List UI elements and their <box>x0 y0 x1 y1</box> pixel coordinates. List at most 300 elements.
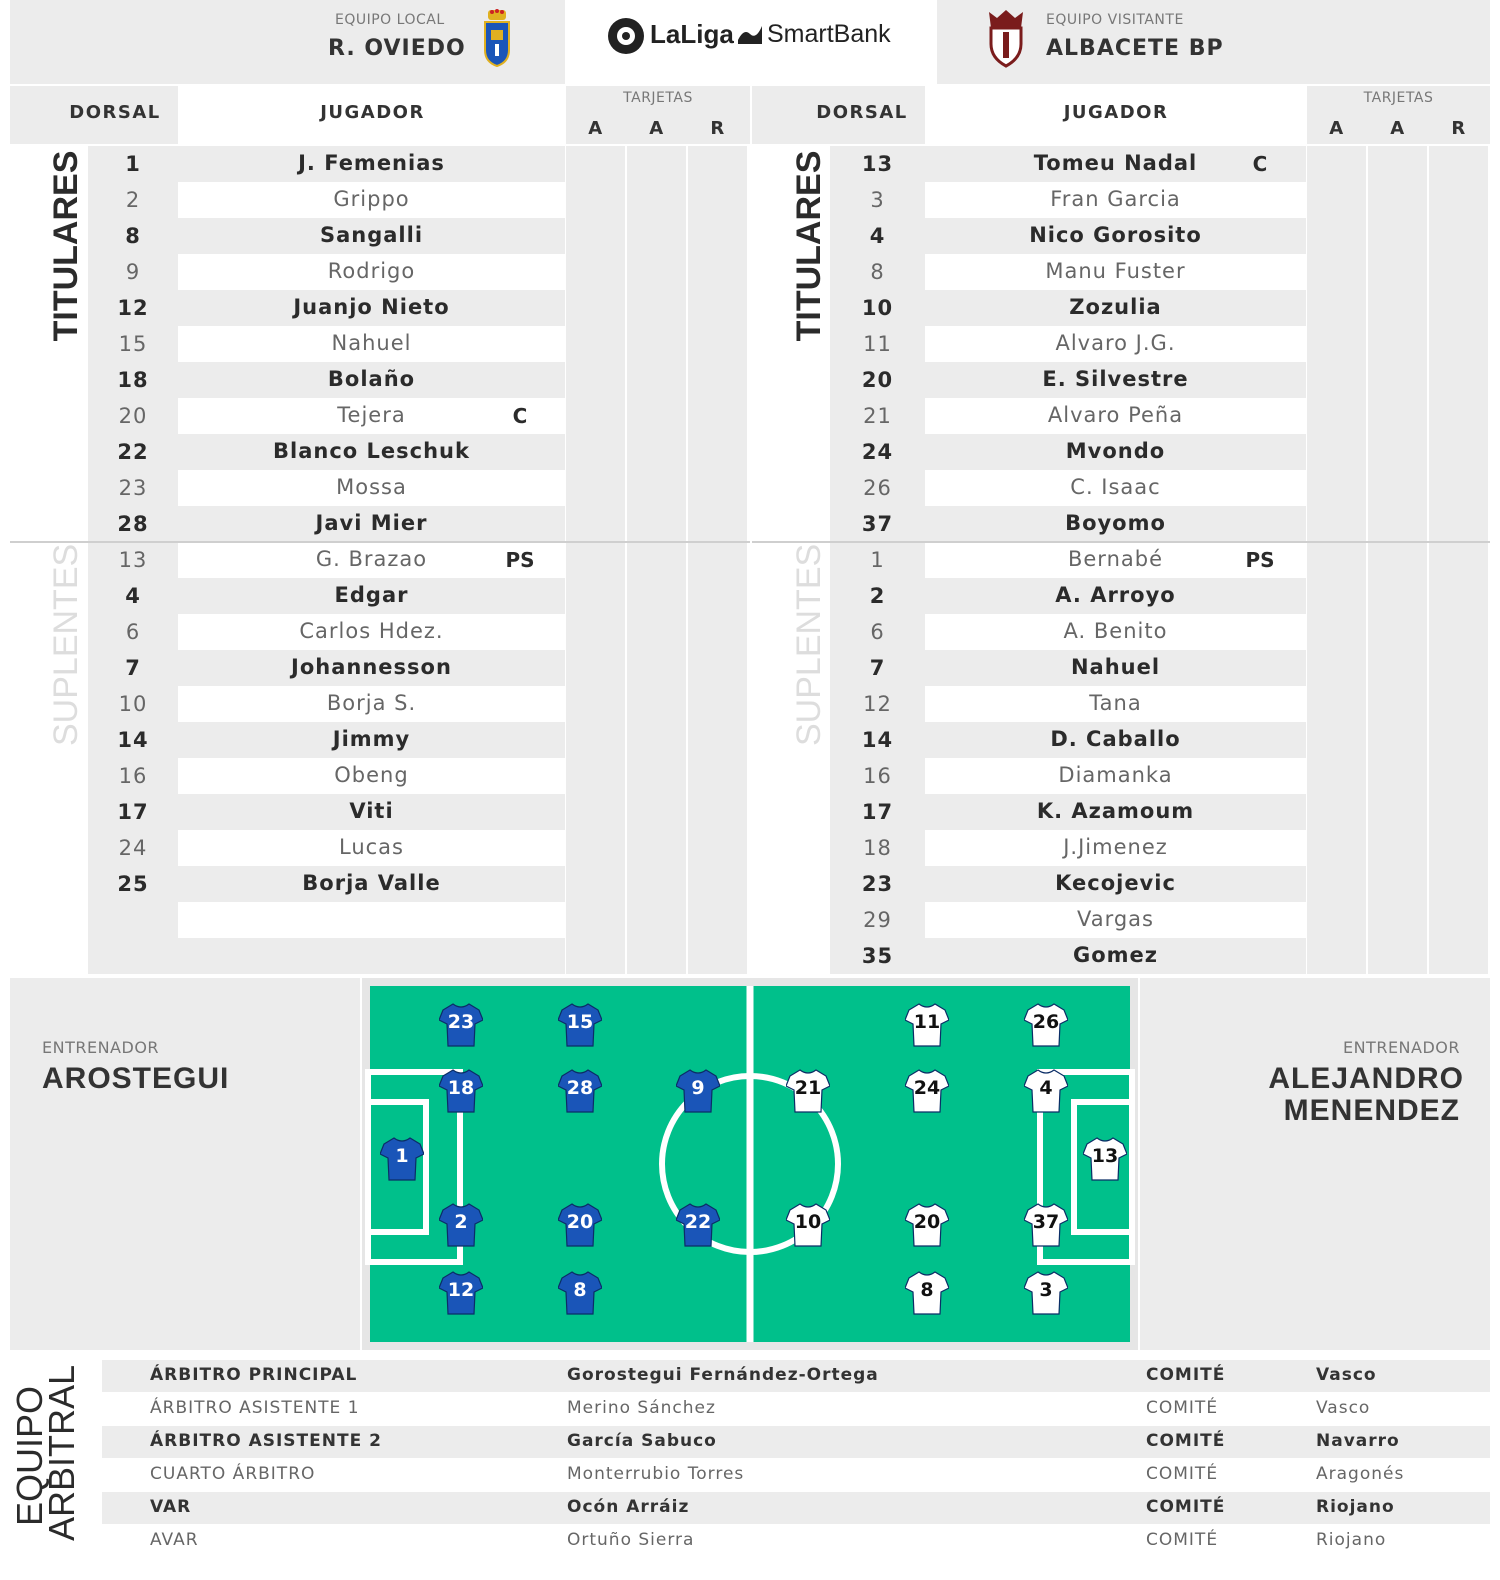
card-cell <box>1307 326 1366 362</box>
sponsor-name: SmartBank <box>767 20 891 48</box>
card-cell <box>1307 290 1366 326</box>
referee-committee-label: COMITÉ <box>1146 1431 1226 1451</box>
player-name: Gomez <box>1072 943 1158 967</box>
player-name: D. Caballo <box>1050 727 1181 751</box>
referee-committee-label: COMITÉ <box>1146 1398 1219 1418</box>
player-number: 7 <box>869 656 886 680</box>
home-coach-name: AROSTEGUI <box>42 1062 230 1095</box>
player-number: 35 <box>861 944 894 968</box>
player-name: Sangalli <box>319 223 424 247</box>
player-name: C. Isaac <box>1070 475 1161 499</box>
player-number: 25 <box>117 872 149 896</box>
player-name: Lucas <box>339 835 404 859</box>
card-cell <box>566 902 625 938</box>
jersey-number: 22 <box>684 1211 712 1233</box>
jersey-number: 3 <box>1039 1279 1053 1301</box>
player-name: Juanjo Nieto <box>293 295 450 319</box>
jersey-icon <box>905 1202 949 1248</box>
card-cell <box>1429 398 1488 434</box>
referee-committee: Navarro <box>1316 1431 1400 1451</box>
player-number: 6 <box>125 620 141 644</box>
player-role-mark: C <box>512 404 528 428</box>
player-number: 10 <box>861 296 894 320</box>
card-cell <box>688 650 747 686</box>
referee-committee: Vasco <box>1316 1365 1377 1385</box>
card-cell <box>1307 866 1366 902</box>
player-number: 4 <box>125 584 141 608</box>
jersey-icon <box>380 1136 424 1182</box>
card-cell <box>566 290 625 326</box>
card-cell <box>566 722 625 758</box>
card-cell <box>688 398 747 434</box>
jersey-icon <box>905 1270 949 1316</box>
card-cell <box>1429 326 1488 362</box>
card-cell <box>566 434 625 470</box>
card-cell <box>1429 470 1488 506</box>
player-number: 10 <box>118 692 148 716</box>
card-cell <box>566 254 625 290</box>
card-cell <box>627 866 686 902</box>
card-cell <box>688 794 747 830</box>
card-cell <box>1307 938 1366 974</box>
card-cell <box>1368 758 1427 794</box>
card-cell <box>1307 758 1366 794</box>
referee-role: AVAR <box>150 1530 199 1550</box>
jersey-icon <box>1024 1002 1068 1048</box>
card-cell <box>1429 650 1488 686</box>
player-name: Blanco Leschuk <box>273 439 470 463</box>
player-number: 21 <box>863 404 892 428</box>
card-cell <box>566 578 625 614</box>
home-coach-label: ENTRENADOR <box>42 1038 160 1057</box>
player-name: Diamanka <box>1058 763 1173 787</box>
player-name: Tomeu Nadal <box>1033 151 1198 175</box>
jersey-icon <box>1024 1202 1068 1248</box>
player-number: 18 <box>863 836 892 860</box>
card-cell <box>566 506 625 542</box>
card-cell <box>1368 362 1427 398</box>
jersey-icon <box>439 1068 483 1114</box>
card-cell <box>627 254 686 290</box>
jersey-icon <box>558 1002 602 1048</box>
card-cell <box>1368 902 1427 938</box>
player-number: 26 <box>863 476 892 500</box>
referee-committee-label: COMITÉ <box>1146 1365 1226 1385</box>
sponsor-logo-icon <box>736 20 764 48</box>
card-cell <box>688 722 747 758</box>
card-cell <box>566 794 625 830</box>
player-number: 11 <box>863 332 892 356</box>
card-cell <box>688 938 747 974</box>
card-cell <box>1307 578 1366 614</box>
away-coach-name-first: ALEJANDRO <box>1268 1062 1464 1095</box>
referee-role: ÁRBITRO ASISTENTE 1 <box>150 1398 360 1418</box>
card-cell <box>1307 686 1366 722</box>
card-cell <box>566 866 625 902</box>
jersey-number: 12 <box>447 1279 475 1301</box>
card-cell <box>566 470 625 506</box>
jersey-icon <box>439 1002 483 1048</box>
player-number: 29 <box>863 908 892 932</box>
player-name: Tana <box>1089 691 1142 715</box>
card-cell <box>1368 542 1427 578</box>
player-role-mark: C <box>1252 152 1268 176</box>
card-cell <box>1429 938 1488 974</box>
card-cell <box>1429 290 1488 326</box>
player-number: 2 <box>125 188 141 212</box>
away-coach-label: ENTRENADOR <box>1342 1038 1460 1057</box>
player-name: Nico Gorosito <box>1029 223 1202 247</box>
card-cell <box>688 182 747 218</box>
player-name: Tejera <box>337 403 406 427</box>
card-cell <box>688 506 747 542</box>
card-cell <box>1368 326 1427 362</box>
player-number: 24 <box>861 440 894 464</box>
card-cell <box>1307 794 1366 830</box>
jersey-number: 18 <box>447 1077 475 1099</box>
card-cell <box>627 578 686 614</box>
player-name: Vargas <box>1076 907 1154 931</box>
home-coach-panel <box>10 978 360 1350</box>
card-cell <box>1368 830 1427 866</box>
card-cell <box>688 146 747 182</box>
card-cell <box>627 290 686 326</box>
card-cell <box>1429 146 1488 182</box>
card-cell <box>1368 470 1427 506</box>
player-number: 9 <box>125 260 141 284</box>
jersey-number: 9 <box>691 1077 705 1099</box>
jersey-number: 8 <box>573 1279 587 1301</box>
card-cell <box>566 614 625 650</box>
away-card-r-header: R <box>1451 118 1467 139</box>
player-name: Johannesson <box>291 655 452 679</box>
jersey-number: 23 <box>447 1011 475 1033</box>
card-cell <box>1368 506 1427 542</box>
away-dorsal-header: DORSAL <box>816 102 908 123</box>
jersey-icon <box>905 1068 949 1114</box>
card-cell <box>566 326 625 362</box>
card-cell <box>627 506 686 542</box>
player-number: 8 <box>125 224 141 248</box>
referee-section-label-line2: ARBITRAL <box>41 1364 82 1541</box>
player-name: Mossa <box>336 475 407 499</box>
card-cell <box>1307 902 1366 938</box>
player-name: A. Benito <box>1063 619 1168 643</box>
card-cell <box>1307 506 1366 542</box>
jersey-number: 11 <box>913 1011 941 1033</box>
card-cell <box>1307 542 1366 578</box>
jersey-icon <box>439 1202 483 1248</box>
referee-committee-label: COMITÉ <box>1146 1530 1219 1550</box>
player-name: Boyomo <box>1065 511 1166 535</box>
card-cell <box>1429 722 1488 758</box>
player-name: Edgar <box>334 583 409 607</box>
card-cell <box>1429 542 1488 578</box>
card-cell <box>1307 398 1366 434</box>
player-name: Jimmy <box>332 727 411 751</box>
card-cell <box>627 182 686 218</box>
card-cell <box>627 686 686 722</box>
card-cell <box>688 830 747 866</box>
jersey-icon <box>676 1068 720 1114</box>
referee-name: Monterrubio Torres <box>567 1464 745 1484</box>
card-cell <box>1368 218 1427 254</box>
card-cell <box>1307 182 1366 218</box>
card-cell <box>627 434 686 470</box>
jersey-icon <box>905 1002 949 1048</box>
player-number: 24 <box>118 836 148 860</box>
card-cell <box>1368 398 1427 434</box>
player-name: Zozulia <box>1069 295 1162 319</box>
card-cell <box>1368 722 1427 758</box>
card-cell <box>1368 290 1427 326</box>
referee-committee: Riojano <box>1316 1497 1395 1517</box>
card-cell <box>1429 506 1488 542</box>
card-cell <box>566 218 625 254</box>
home-tarjetas-header: TARJETAS <box>623 90 693 106</box>
card-cell <box>627 218 686 254</box>
card-cell <box>688 758 747 794</box>
card-cell <box>627 722 686 758</box>
referee-row <box>102 1492 1490 1524</box>
card-cell <box>1429 794 1488 830</box>
player-number: 17 <box>117 800 149 824</box>
card-cell <box>1429 362 1488 398</box>
player-name: J. Femenias <box>298 151 445 175</box>
card-cell <box>627 362 686 398</box>
card-cell <box>627 470 686 506</box>
jersey-number: 37 <box>1032 1211 1060 1233</box>
player-number: 6 <box>870 620 885 644</box>
laliga-logo-icon <box>606 16 646 56</box>
card-cell <box>1368 686 1427 722</box>
away-card-a1-header: A <box>1329 118 1345 139</box>
player-number: 17 <box>861 800 894 824</box>
player-number: 20 <box>861 368 894 392</box>
card-cell <box>1429 434 1488 470</box>
card-cell <box>1368 650 1427 686</box>
player-name: Javi Mier <box>315 511 428 535</box>
away-suplentes-label: SUPLENTES <box>790 543 828 746</box>
referee-committee: Aragonés <box>1316 1464 1405 1484</box>
player-name: Fran Garcia <box>1050 187 1181 211</box>
home-jugador-header: JUGADOR <box>320 102 425 123</box>
card-cell <box>627 794 686 830</box>
away-titulares-label: TITULARES <box>790 150 828 342</box>
away-section-divider <box>752 541 1490 543</box>
player-number: 8 <box>870 260 885 284</box>
card-cell <box>688 866 747 902</box>
card-cell <box>688 614 747 650</box>
jersey-number: 4 <box>1039 1077 1053 1099</box>
player-number: 7 <box>125 656 141 680</box>
card-cell <box>1307 254 1366 290</box>
card-cell <box>1307 722 1366 758</box>
card-cell <box>688 218 747 254</box>
card-cell <box>1429 902 1488 938</box>
albacete-crest-icon <box>985 8 1027 68</box>
card-cell <box>1368 938 1427 974</box>
away-card-a2-header: A <box>1390 118 1406 139</box>
oviedo-crest-icon <box>482 8 512 68</box>
card-cell <box>1368 182 1427 218</box>
player-number: 16 <box>863 764 892 788</box>
card-cell <box>627 650 686 686</box>
jersey-icon <box>676 1202 720 1248</box>
card-cell <box>688 686 747 722</box>
player-number: 28 <box>117 512 149 536</box>
player-name: Rodrigo <box>327 259 416 283</box>
card-cell <box>566 686 625 722</box>
player-name: Mvondo <box>1065 439 1166 463</box>
card-cell <box>566 542 625 578</box>
home-card-a2-header: A <box>649 118 665 139</box>
card-cell <box>688 542 747 578</box>
card-cell <box>566 182 625 218</box>
player-number: 2 <box>869 584 886 608</box>
card-cell <box>627 614 686 650</box>
jersey-number: 21 <box>794 1077 822 1099</box>
card-cell <box>566 398 625 434</box>
card-cell <box>1429 830 1488 866</box>
jersey-icon <box>1083 1136 1127 1182</box>
player-name: Viti <box>349 799 394 823</box>
jersey-number: 26 <box>1032 1011 1060 1033</box>
player-name: Nahuel <box>1070 655 1161 679</box>
card-cell <box>1307 434 1366 470</box>
card-cell <box>1429 254 1488 290</box>
card-cell <box>566 830 625 866</box>
player-name: Bernabé <box>1067 547 1164 571</box>
referee-name: Ocón Arráiz <box>567 1497 690 1517</box>
jersey-number: 2 <box>454 1211 468 1233</box>
player-number: 12 <box>863 692 892 716</box>
card-cell <box>566 938 625 974</box>
player-number: 20 <box>118 404 148 428</box>
league-name: LaLiga <box>650 19 734 49</box>
card-cell <box>566 146 625 182</box>
card-cell <box>627 938 686 974</box>
player-name: J.Jimenez <box>1063 835 1168 859</box>
home-team-label: EQUIPO LOCAL <box>335 12 445 28</box>
jersey-number: 20 <box>566 1211 594 1233</box>
home-section-divider <box>10 541 750 543</box>
jersey-number: 10 <box>794 1211 822 1233</box>
player-name: Alvaro Peña <box>1047 403 1184 427</box>
home-team-name: R. OVIEDO <box>328 36 466 61</box>
jersey-number: 20 <box>913 1211 941 1233</box>
card-cell <box>566 758 625 794</box>
card-cell <box>688 290 747 326</box>
card-cell <box>1429 218 1488 254</box>
jersey-icon <box>1024 1270 1068 1316</box>
card-cell <box>1368 614 1427 650</box>
card-cell <box>688 362 747 398</box>
card-cell <box>1368 254 1427 290</box>
player-number: 15 <box>118 332 148 356</box>
player-name: Obeng <box>334 763 409 787</box>
player-number: 4 <box>869 224 886 248</box>
card-cell <box>627 902 686 938</box>
card-cell <box>627 398 686 434</box>
jersey-icon <box>558 1202 602 1248</box>
referee-name: Gorostegui Fernández-Ortega <box>567 1365 879 1385</box>
player-name: Carlos Hdez. <box>299 619 444 643</box>
player-number: 3 <box>870 188 885 212</box>
player-role-mark: PS <box>1245 548 1275 572</box>
player-number: 37 <box>861 512 894 536</box>
away-team-name: ALBACETE BP <box>1046 36 1224 61</box>
jersey-icon <box>1024 1068 1068 1114</box>
away-tarjetas-header: TARJETAS <box>1363 90 1434 106</box>
player-number: 23 <box>118 476 148 500</box>
away-jugador-header: JUGADOR <box>1063 102 1169 123</box>
referee-row <box>102 1525 1490 1557</box>
referee-role: ÁRBITRO ASISTENTE 2 <box>150 1431 382 1451</box>
card-cell <box>688 254 747 290</box>
card-cell <box>1429 758 1488 794</box>
card-cell <box>1307 470 1366 506</box>
card-cell <box>1307 830 1366 866</box>
player-name: Grippo <box>333 187 410 211</box>
player-number: 1 <box>870 548 885 572</box>
home-suplentes-label: SUPLENTES <box>47 543 85 746</box>
card-cell <box>1368 146 1427 182</box>
card-cell <box>566 362 625 398</box>
referee-name: García Sabuco <box>567 1431 717 1451</box>
player-name: E. Silvestre <box>1042 367 1189 391</box>
card-cell <box>1429 578 1488 614</box>
card-cell <box>1307 362 1366 398</box>
jersey-icon <box>439 1270 483 1316</box>
card-cell <box>1307 218 1366 254</box>
referee-role: ÁRBITRO PRINCIPAL <box>150 1365 358 1385</box>
referee-committee: Vasco <box>1316 1398 1371 1418</box>
jersey-icon <box>558 1068 602 1114</box>
player-name: Bolaño <box>327 367 416 391</box>
jersey-number: 24 <box>913 1077 941 1099</box>
card-cell <box>688 434 747 470</box>
player-number: 13 <box>118 548 148 572</box>
player-name: Borja S. <box>326 691 417 715</box>
home-titulares-label: TITULARES <box>47 150 85 342</box>
player-name: Manu Fuster <box>1045 259 1186 283</box>
card-cell <box>1429 614 1488 650</box>
card-cell <box>1307 650 1366 686</box>
jersey-number: 8 <box>920 1279 934 1301</box>
card-cell <box>688 578 747 614</box>
player-role-mark: PS <box>505 548 535 572</box>
dorsal-cell-bg <box>88 902 178 938</box>
referee-name: Ortuño Sierra <box>567 1530 695 1550</box>
player-name: Alvaro J.G. <box>1055 331 1176 355</box>
card-cell <box>688 902 747 938</box>
card-cell <box>1368 578 1427 614</box>
away-coach-name-last: MENENDEZ <box>1283 1094 1460 1127</box>
card-cell <box>627 542 686 578</box>
player-number: 23 <box>861 872 894 896</box>
jersey-icon <box>558 1270 602 1316</box>
referee-committee-label: COMITÉ <box>1146 1497 1226 1517</box>
card-cell <box>1429 182 1488 218</box>
jersey-icon <box>786 1068 830 1114</box>
jersey-icon <box>786 1202 830 1248</box>
home-card-a1-header: A <box>588 118 604 139</box>
dorsal-cell-bg <box>88 938 178 974</box>
player-number: 14 <box>117 728 149 752</box>
player-number: 16 <box>118 764 148 788</box>
card-cell <box>1307 146 1366 182</box>
